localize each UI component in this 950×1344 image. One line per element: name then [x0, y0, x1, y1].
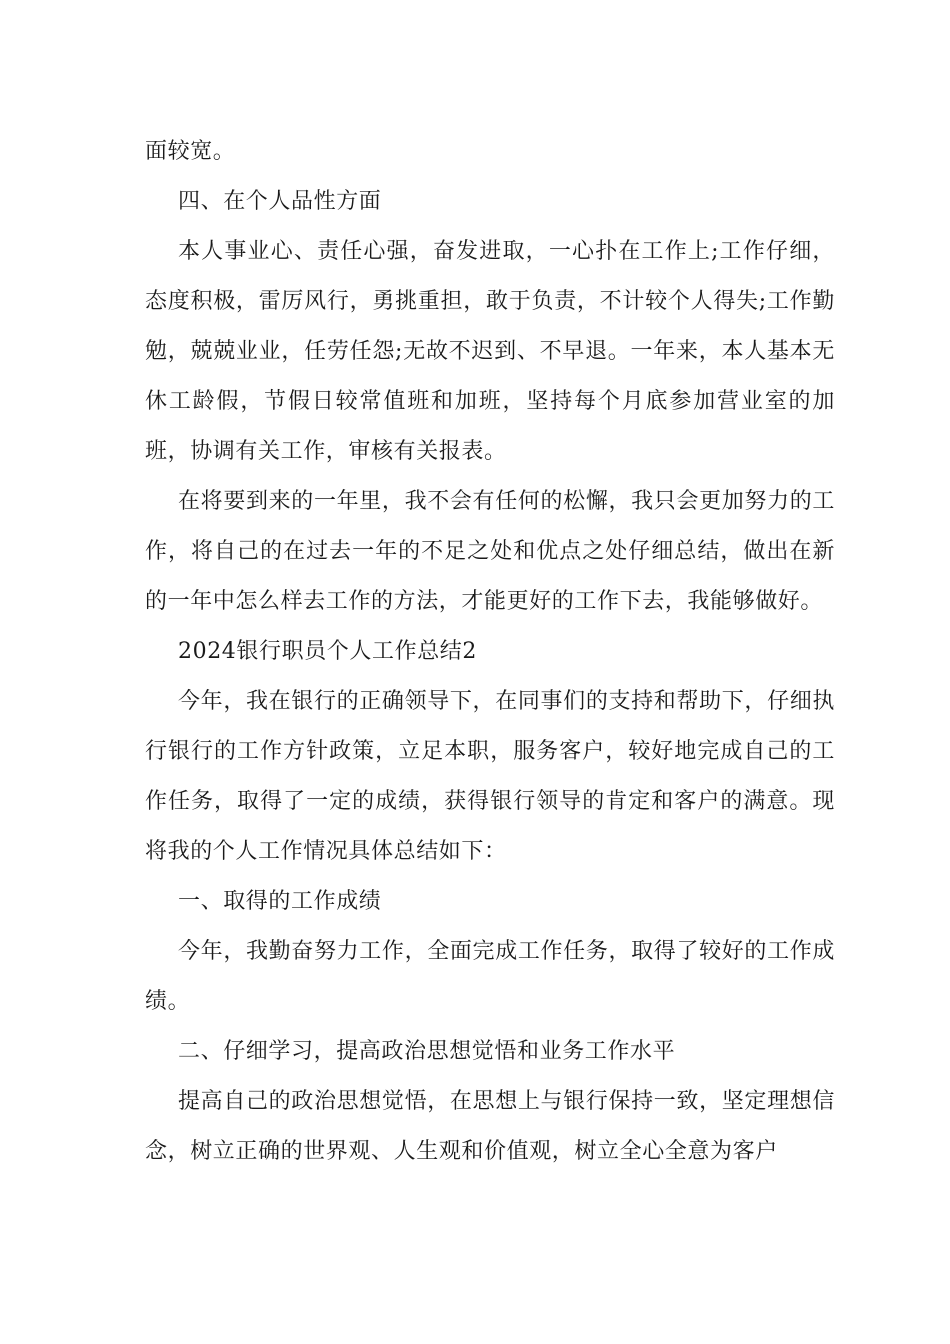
document-page [145, 127, 835, 1177]
paragraph-continuation: 面较宽。 [145, 139, 236, 164]
paragraph-study: 提高自己的政治思想觉悟，在思想上与银行保持一致，坚定理想信念，树立正确的世界观、人生观和价值观，树立全心全意为客户 [145, 1089, 835, 1164]
paragraph-next-year-plan: 在将要到来的一年里，我不会有任何的松懈，我只会更加努力的工作，将自己的在过去一年的不足之处和优点之处仔细总结，做出在新的一年中怎么样去工作的方法，才能更好的工作下去，我能够做好。 [145, 489, 835, 614]
paragraph-achievements: 今年，我勤奋努力工作，全面完成工作任务，取得了较好的工作成绩。 [145, 939, 835, 1014]
document-section-title: 2024银行职员个人工作总结2 [178, 639, 477, 664]
paragraph-introduction: 今年，我在银行的正确领导下，在同事们的支持和帮助下，仔细执行银行的工作方针政策，立足本职，服务客户，较好地完成自己的工作任务，取得了一定的成绩，获得银行领导的肯定和客户的满意。现将我的个人工作情况具体总结如下： [145, 689, 835, 864]
section-heading-personal-character: 四、在个人品性方面 [178, 189, 382, 214]
section-heading-study: 二、仔细学习，提高政治思想觉悟和业务工作水平 [178, 1039, 676, 1064]
paragraph-character-description: 本人事业心、责任心强，奋发进取，一心扑在工作上;工作仔细，态度积极，雷厉风行，勇挑重担，敢于负责，不计较个人得失;工作勤勉，兢兢业业，任劳任怨;无故不迟到、不早退。一年来，本人基本无休工龄假，节假日较常值班和加班，坚持每个月底参加营业室的加班，协调有关工作，审核有关报表。 [145, 239, 835, 464]
section-heading-achievements: 一、取得的工作成绩 [178, 889, 382, 914]
